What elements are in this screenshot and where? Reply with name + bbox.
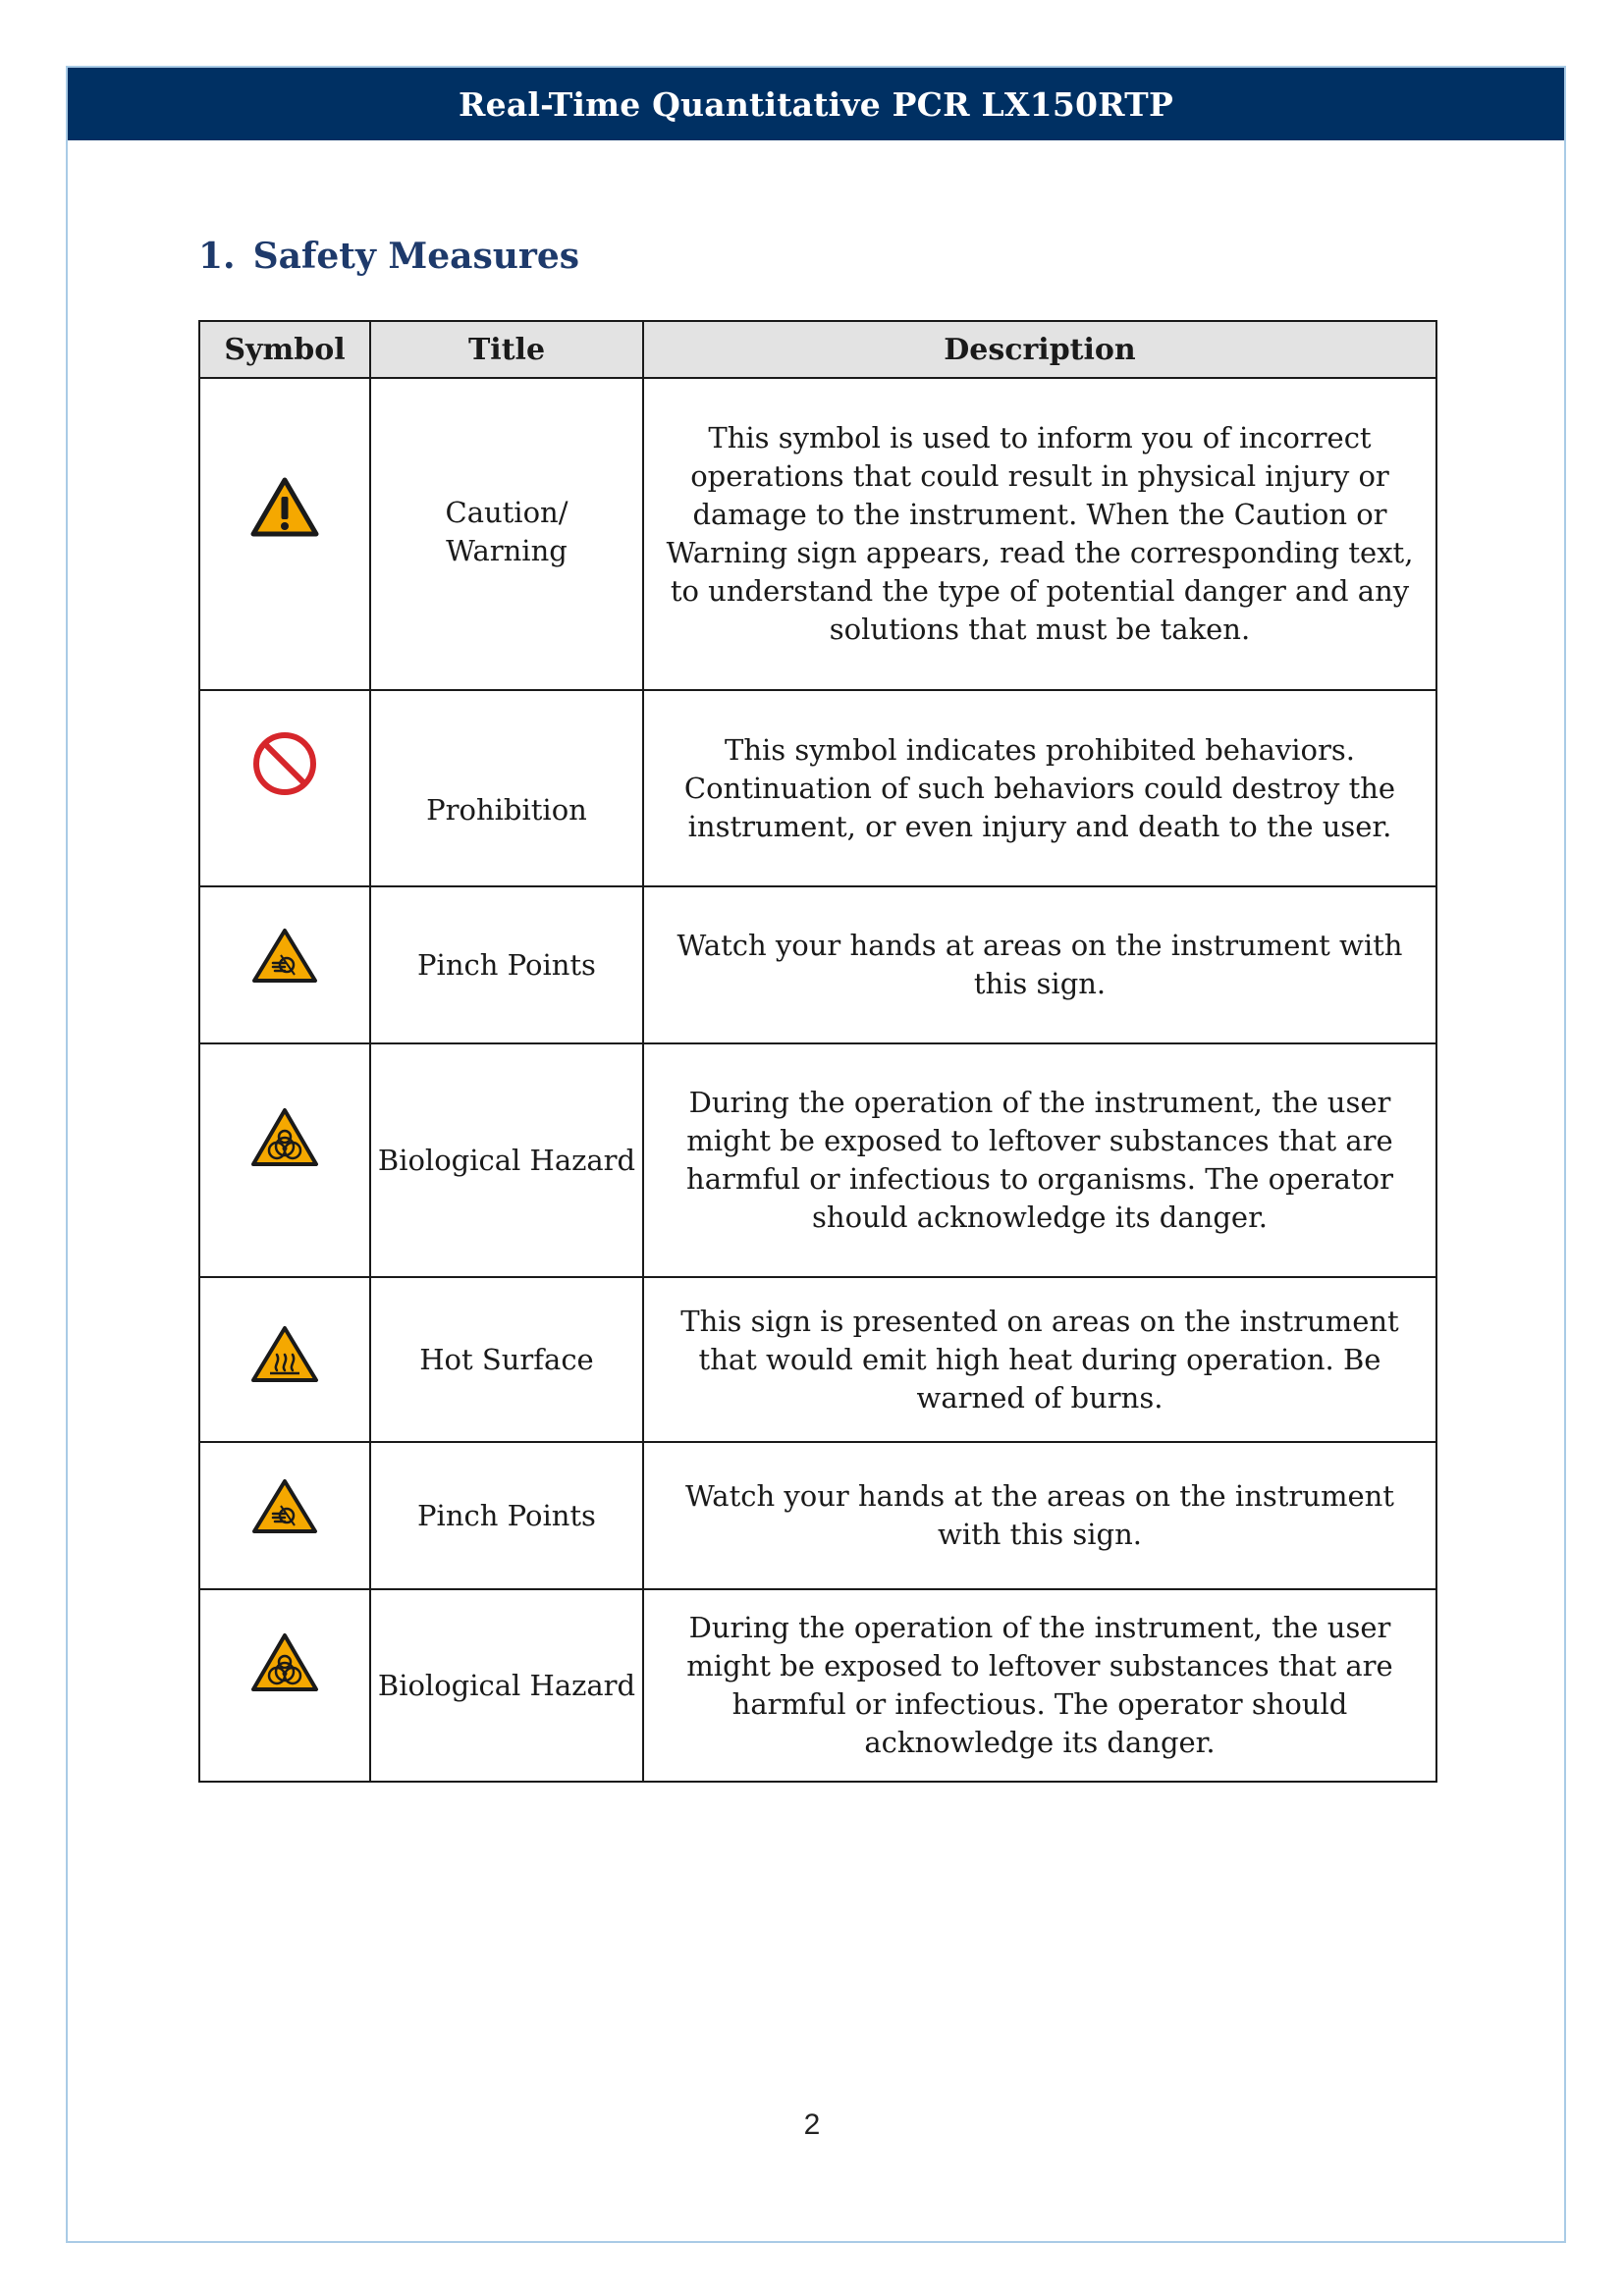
table-header-row [199,321,1436,378]
biohazard-icon [250,1107,319,1168]
header-bar [68,68,1564,140]
title-cell: Biological Hazard [370,1043,643,1277]
header-title: Title [370,321,643,378]
title-cell: Biological Hazard [370,1589,643,1782]
document-title: Real-Time Quantitative PCR LX150RTP [459,84,1173,124]
table-row [199,378,1436,690]
title-cell [370,690,643,886]
safety-symbols-table [198,320,1437,1783]
description-cell: This symbol is used to inform you of incorrect operations that could result in physical injury or damage to the instrument. When the Caution or Warning sign appears, read the corresponding text, to understand the type of potential danger and any solutions that must be taken. [643,378,1436,690]
warning-exclamation-icon [250,477,319,538]
pinch-points-icon [251,1478,318,1535]
description-cell: Watch your hands at areas on the instrument with this sign. [643,886,1436,1043]
header-description: Description [643,321,1436,378]
symbol-cell [199,1277,370,1442]
table-row [199,1277,1436,1442]
biohazard-icon [250,1632,319,1693]
description-cell: This symbol indicates prohibited behaviors. Continuation of such behaviors could destroy the instrument, or even injury and death to the user. [643,690,1436,886]
hot-surface-icon [250,1325,319,1384]
description-cell: Watch your hands at the areas on the instrument with this sign. [643,1442,1436,1589]
section-heading [198,236,579,277]
page-number: 2 [803,2109,821,2141]
header-symbol: Symbol [199,321,370,378]
title-cell: Hot Surface [370,1277,643,1442]
pinch-points-icon [251,928,318,985]
title-cell: Pinch Points [370,886,643,1043]
symbol-cell [199,1442,370,1589]
symbol-cell [199,1043,370,1277]
description-cell: This sign is presented on areas on the instrument that would emit high heat during operation. Be warned of burns. [643,1277,1436,1442]
table-row [199,1589,1436,1782]
row-title: Prohibition [426,792,587,827]
table-row [199,886,1436,1043]
row-title-line: Caution/ Warning [445,496,568,567]
description-cell: During the operation of the instrument, the user might be exposed to leftover substances that are harmful or infectious. The operator should acknowledge its danger. [643,1589,1436,1782]
table-row [199,690,1436,886]
section-number: 1. [198,236,236,277]
symbol-cell [199,378,370,690]
section-title: Safety Measures [252,236,580,277]
prohibition-icon [251,730,318,797]
row-title [445,496,568,569]
symbol-cell [199,1589,370,1782]
symbol-cell [199,886,370,1043]
title-cell: Pinch Points [370,1442,643,1589]
table-row [199,1043,1436,1277]
symbol-cell [199,690,370,886]
description-cell: During the operation of the instrument, the user might be exposed to leftover substances that are harmful or infectious to organisms. The operator should acknowledge its danger. [643,1043,1436,1277]
table-row [199,1442,1436,1589]
title-cell [370,378,643,690]
